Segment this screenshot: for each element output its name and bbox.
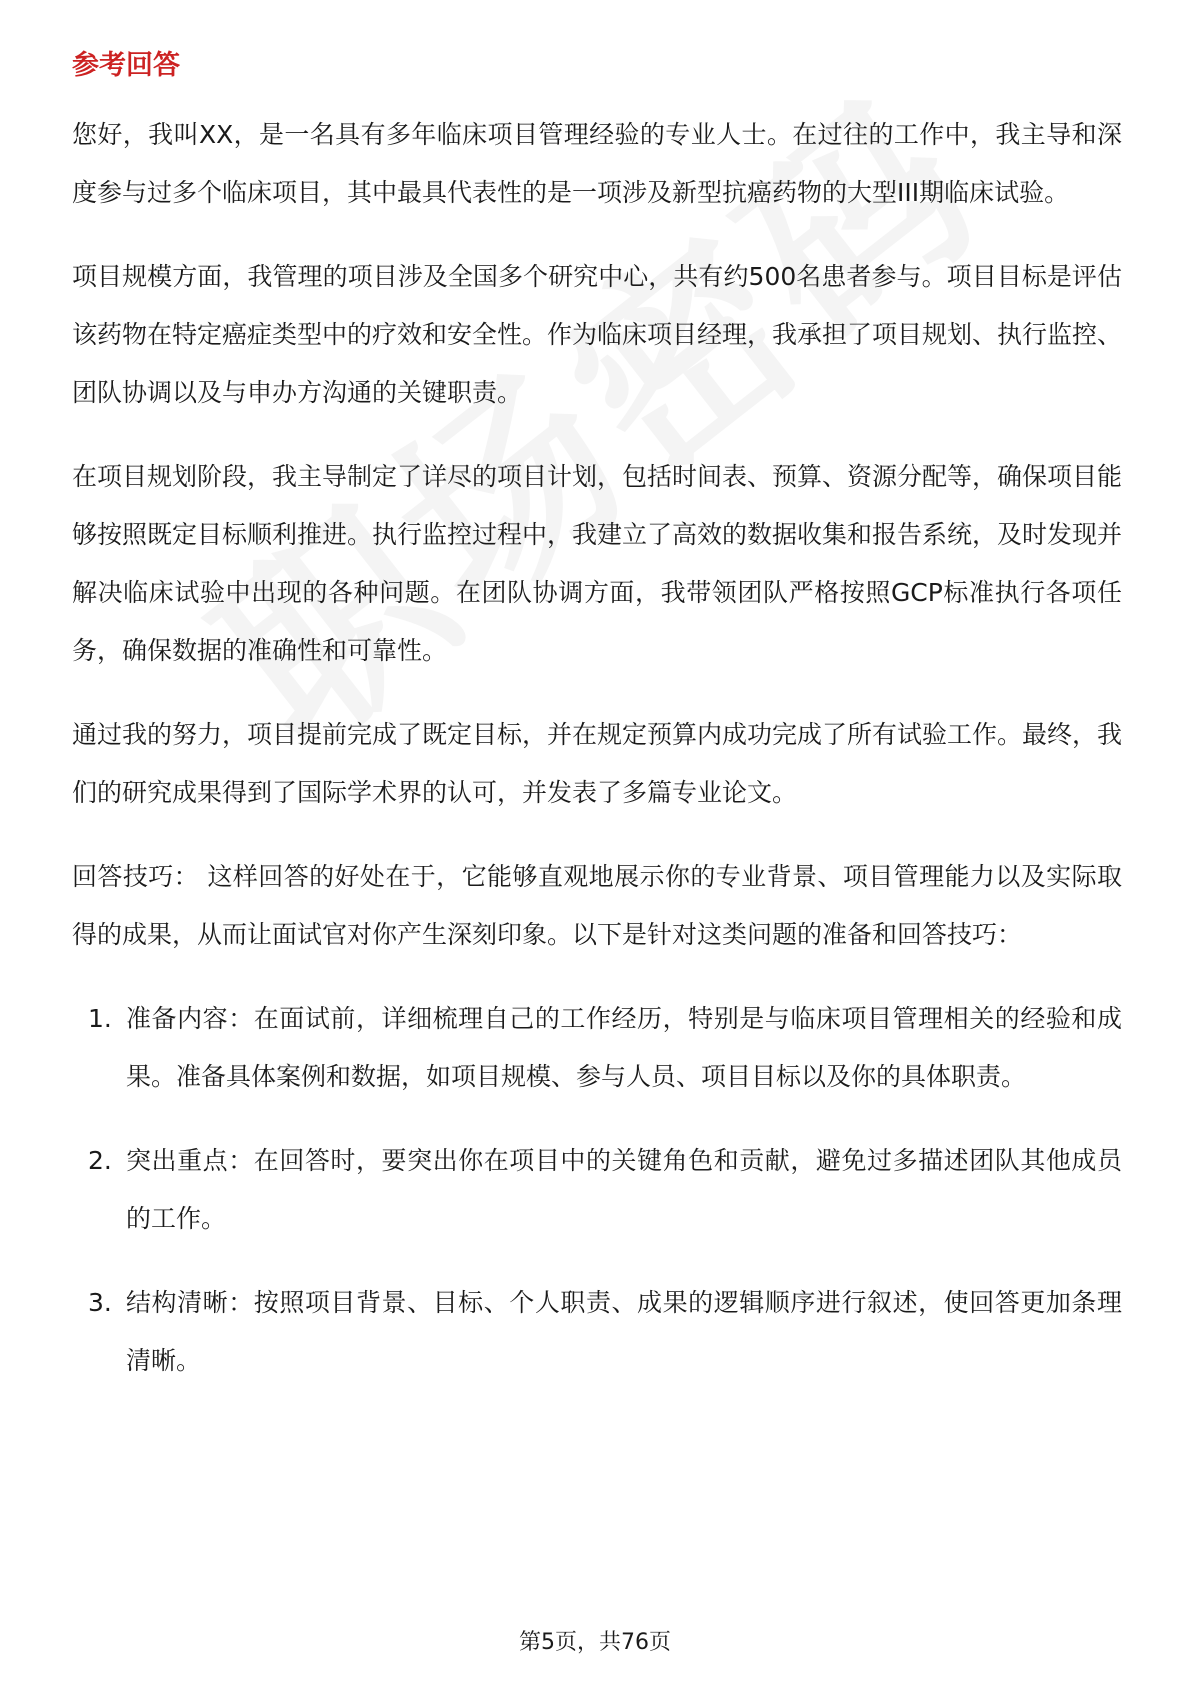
tips-list <box>72 990 1122 1390</box>
list-item <box>72 1274 1122 1390</box>
list-item-text: 突出重点：在回答时，要突出你在项目中的关键角色和贡献，避免过多描述团队其他成员的工作。 <box>126 1146 1122 1233</box>
list-number: 2. <box>88 1146 112 1175</box>
paragraph-intro: 您好，我叫XX，是一名具有多年临床项目管理经验的专业人士。在过往的工作中，我主导和深度参与过多个临床项目，其中最具代表性的是一项涉及新型抗癌药物的大型III期临床试验。 <box>72 120 1122 207</box>
list-item-text: 准备内容：在面试前，详细梳理自己的工作经历，特别是与临床项目管理相关的经验和成果。准备具体案例和数据，如项目规模、参与人员、项目目标以及你的具体职责。 <box>126 1004 1122 1091</box>
list-item-text: 结构清晰：按照项目背景、目标、个人职责、成果的逻辑顺序进行叙述，使回答更加条理清晰。 <box>126 1288 1122 1375</box>
list-item <box>72 1132 1122 1248</box>
paragraph-result: 通过我的努力，项目提前完成了既定目标，并在规定预算内成功完成了所有试验工作。最终，我们的研究成果得到了国际学术界的认可，并发表了多篇专业论文。 <box>72 720 1123 807</box>
list-number: 1. <box>88 1004 112 1033</box>
list-number: 3. <box>88 1288 112 1317</box>
content-area <box>72 46 1122 1416</box>
list-item <box>72 990 1122 1106</box>
paragraph-tips-intro: 回答技巧： 这样回答的好处在于，它能够直观地展示你的专业背景、项目管理能力以及实际取得的成果，从而让面试官对你产生深刻印象。以下是针对这类问题的准备和回答技巧： <box>72 862 1122 949</box>
paragraph-planning: 在项目规划阶段，我主导制定了详尽的项目计划，包括时间表、预算、资源分配等，确保项目能够按照既定目标顺利推进。执行监控过程中，我建立了高效的数据收集和报告系统，及时发现并解决临床试验中出现的各种问题。在团队协调方面，我带领团队严格按照GCP标准执行各项任务，确保数据的准确性和可靠性。 <box>72 462 1123 665</box>
section-title: 参考回答 <box>72 50 180 81</box>
page-footer: 第5页，共76页 <box>519 1630 671 1655</box>
paragraph-scale: 项目规模方面，我管理的项目涉及全国多个研究中心，共有约500名患者参与。项目目标是评估该药物在特定癌症类型中的疗效和安全性。作为临床项目经理，我承担了项目规划、执行监控、团队协调以及与申办方沟通的关键职责。 <box>72 262 1123 407</box>
